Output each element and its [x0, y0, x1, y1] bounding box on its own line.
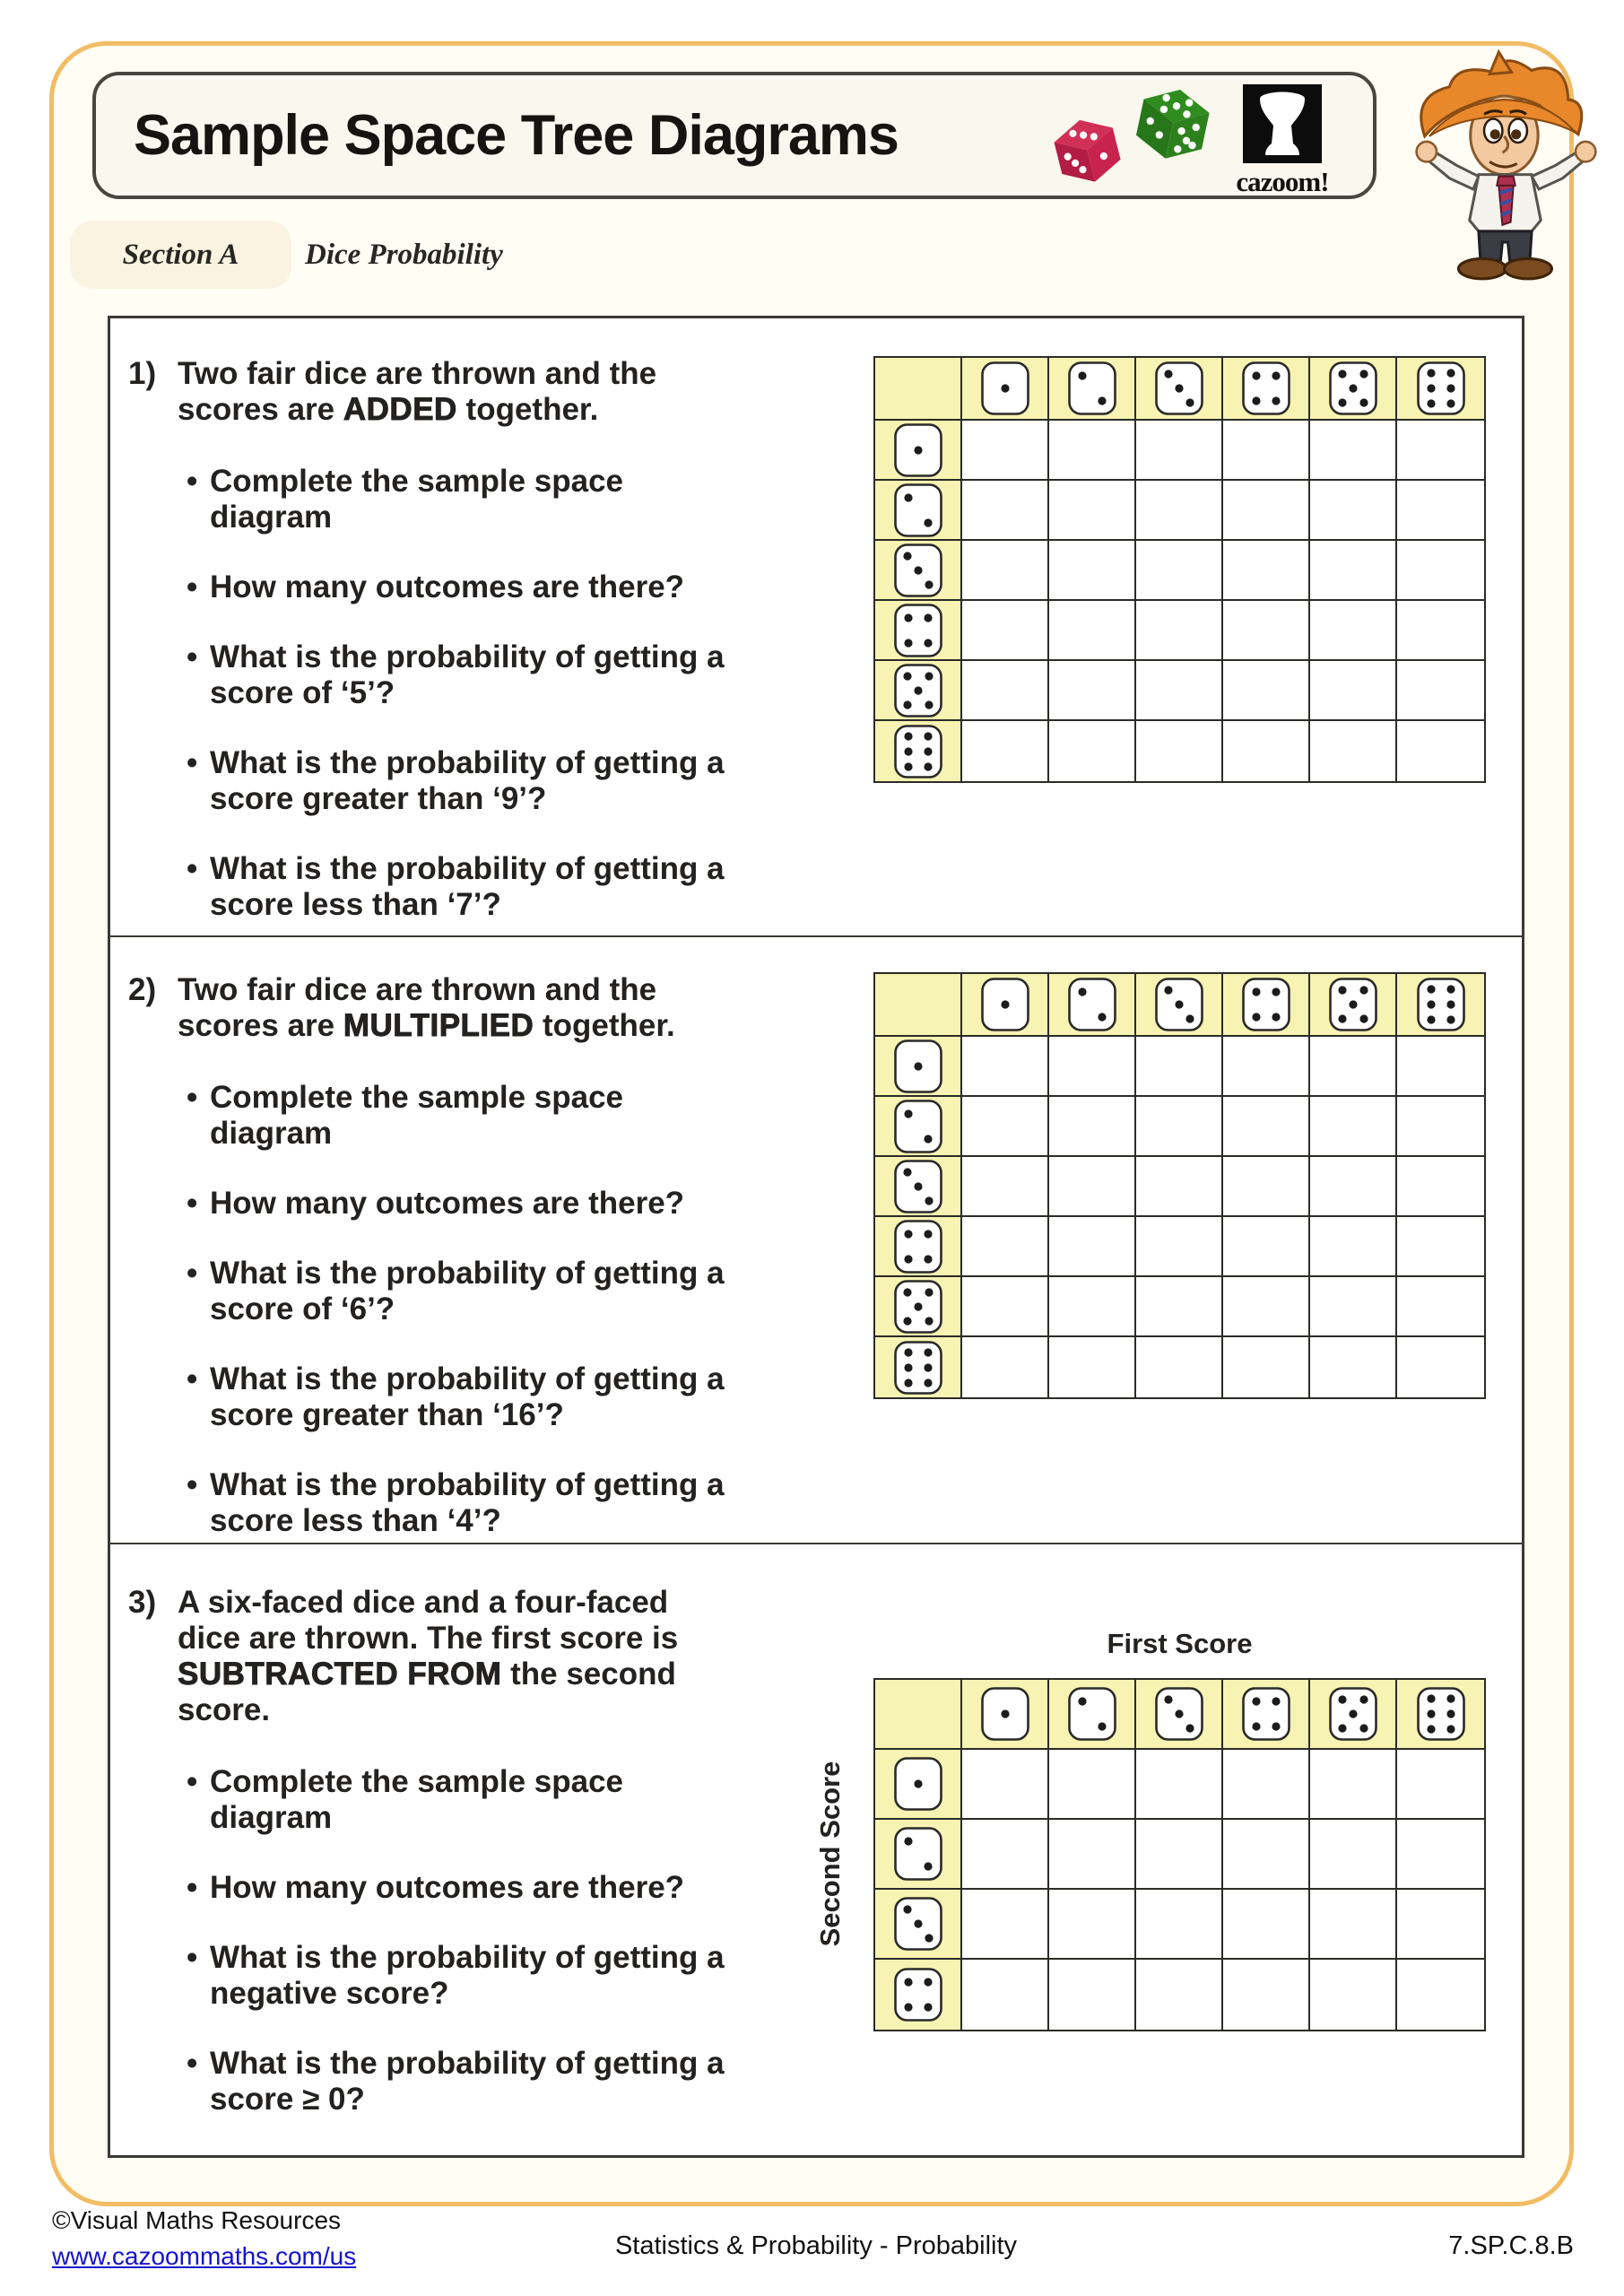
grid-answer-cell [1049, 1277, 1136, 1337]
grid-answer-cell [1049, 1097, 1136, 1157]
grid-answer-cell [1397, 1157, 1484, 1217]
die-face-1 [894, 423, 942, 477]
worksheet-title: Sample Space Tree Diagrams [134, 104, 899, 167]
grid-answer-cell [1397, 601, 1484, 661]
cazoom-url-link[interactable]: www.cazoommaths.com/us [52, 2242, 357, 2270]
grid-answer-cell [1049, 1890, 1136, 1960]
question-1 [128, 356, 727, 957]
question-number: 3) [128, 1585, 157, 1620]
grid-answer-cell [962, 1750, 1049, 1820]
die-face-2 [894, 1100, 942, 1153]
grid-answer-cell [1049, 481, 1136, 541]
question-2 [128, 972, 727, 1573]
grid-answer-cell [1397, 1820, 1484, 1890]
grid-answer-cell [962, 1097, 1049, 1157]
die-face-5 [1329, 361, 1377, 415]
grid-answer-cell [1049, 1217, 1136, 1277]
grid-header-cell-die-6 [1397, 974, 1484, 1037]
die-face-5 [894, 664, 942, 718]
mascot-character [1402, 48, 1612, 286]
grid-header-cell-die-5 [1310, 974, 1397, 1037]
grid-answer-cell [1223, 1337, 1310, 1397]
grid-answer-cell [1136, 1337, 1223, 1397]
die-face-3 [1155, 978, 1203, 1031]
question-bullet: • What is the probability of getting a score less than ‘7’? [187, 851, 725, 923]
grid-answer-cell [1397, 481, 1484, 541]
question-intro: A six-faced dice and a four-faced dice are thrown. The first score is SUBTRACTED FROM the second score. [178, 1585, 679, 1727]
grid-header-cell-die-2 [875, 1820, 962, 1890]
grid-header-cell-die-3 [1136, 1680, 1223, 1750]
grid-header-cell-die-5 [875, 661, 962, 721]
die-face-1 [981, 1687, 1029, 1741]
grid-header-cell-die-6 [875, 721, 962, 781]
grid-header-cell-die-2 [875, 1097, 962, 1157]
grid-answer-cell [1397, 1277, 1484, 1337]
grid-answer-cell [962, 1820, 1049, 1890]
grid-header-cell-die-1 [962, 974, 1049, 1037]
grid-answer-cell [962, 1277, 1049, 1337]
title-banner [92, 72, 1376, 199]
grid-corner-cell [875, 974, 962, 1037]
grid-header-cell-die-3 [1136, 358, 1223, 421]
grid-answer-cell [1310, 481, 1397, 541]
die-face-6 [894, 1341, 942, 1395]
sample-space-grid-3 [873, 1678, 1486, 2031]
grid-header-cell-die-6 [1397, 1680, 1484, 1750]
grid-header-cell-die-5 [875, 1277, 962, 1337]
grid-answer-cell [1310, 1820, 1397, 1890]
die-face-1 [981, 361, 1029, 415]
grid-answer-cell [962, 1337, 1049, 1397]
sample-space-grid-1 [873, 356, 1486, 783]
grid-answer-cell [1136, 481, 1223, 541]
grid-answer-cell [1223, 541, 1310, 601]
grid-answer-cell [1310, 1037, 1397, 1097]
question-3 [128, 1585, 727, 2152]
question-bullet: • What is the probability of getting a score less than ‘4’? [187, 1467, 725, 1539]
die-face-4 [894, 604, 942, 657]
grid-answer-cell [962, 1890, 1049, 1960]
grid-header-cell-die-1 [962, 358, 1049, 421]
grid-answer-cell [1136, 1217, 1223, 1277]
die-face-2 [1068, 1687, 1116, 1741]
die-face-3 [894, 1897, 942, 1951]
question-number: 1) [128, 356, 157, 391]
grid-answer-cell [962, 1037, 1049, 1097]
grid-header-cell-die-2 [875, 481, 962, 541]
grid-answer-cell [1136, 601, 1223, 661]
grid-header-cell-die-6 [1397, 358, 1484, 421]
grid-answer-cell [1136, 541, 1223, 601]
die-face-3 [1155, 361, 1203, 415]
grid-answer-cell [1223, 421, 1310, 481]
section-label-pill [70, 221, 291, 289]
grid-answer-cell [1136, 1097, 1223, 1157]
die-face-4 [1242, 361, 1290, 415]
die-face-6 [1417, 361, 1465, 415]
die-face-4 [1242, 978, 1290, 1031]
copyright-text: ©Visual Maths Resources [52, 2206, 342, 2234]
die-face-2 [1068, 978, 1116, 1031]
grid-answer-cell [1397, 1037, 1484, 1097]
die-face-5 [1329, 978, 1377, 1031]
question-bullet: • How many outcomes are there? [187, 1186, 725, 1222]
grid-header-cell-die-3 [1136, 974, 1223, 1037]
grid-answer-cell [1310, 1960, 1397, 2030]
grid-answer-cell [962, 721, 1049, 781]
grid-answer-cell [1136, 1890, 1223, 1960]
grid-answer-cell [1397, 1217, 1484, 1277]
grid-answer-cell [1310, 1157, 1397, 1217]
grid-answer-cell [1049, 1960, 1136, 2030]
grid-header-cell-die-4 [1223, 358, 1310, 421]
grid-answer-cell [1223, 661, 1310, 721]
die-face-6 [1417, 978, 1465, 1031]
question-bullet: • What is the probability of getting a score of ‘5’? [187, 639, 725, 711]
grid-header-cell-die-1 [875, 1750, 962, 1820]
die-face-4 [894, 1968, 942, 2022]
grid-header-cell-die-5 [1310, 358, 1397, 421]
question-bullet: • What is the probability of getting a score of ‘6’? [187, 1256, 725, 1327]
grid-answer-cell [1136, 1277, 1223, 1337]
question-bullet: • What is the probability of getting a negative score? [187, 1940, 725, 2012]
grid-answer-cell [1049, 1750, 1136, 1820]
die-face-5 [1329, 1687, 1377, 1741]
grid-answer-cell [962, 481, 1049, 541]
grid-answer-cell [1136, 1157, 1223, 1217]
grid-answer-cell [1223, 721, 1310, 781]
grid-answer-cell [1223, 1097, 1310, 1157]
grid-answer-cell [1223, 1890, 1310, 1960]
grid-answer-cell [1223, 1037, 1310, 1097]
question-bullet: • Complete the sample space diagram [187, 464, 725, 535]
grid-header-cell-die-3 [875, 1890, 962, 1960]
grid-answer-cell [1136, 661, 1223, 721]
question-bullet: • How many outcomes are there? [187, 1870, 725, 1906]
red-die-icon [1043, 108, 1133, 197]
question-intro: Two fair dice are thrown and the scores are MULTIPLIED together. [178, 972, 675, 1043]
logo-cluster [1043, 75, 1357, 203]
grid-header-cell-die-2 [1049, 358, 1136, 421]
question-bullet: • How many outcomes are there? [187, 570, 725, 605]
grid-header-cell-die-4 [1223, 1680, 1310, 1750]
grid-answer-cell [1310, 661, 1397, 721]
questions-panel [108, 316, 1524, 2158]
die-face-2 [894, 483, 942, 537]
die-face-2 [894, 1827, 942, 1881]
grid-answer-cell [1049, 1820, 1136, 1890]
grid-answer-cell [962, 661, 1049, 721]
question-intro: Two fair dice are thrown and the scores are ADDED together. [178, 356, 657, 427]
grid-answer-cell [1049, 721, 1136, 781]
grid-answer-cell [1223, 1157, 1310, 1217]
grid-answer-cell [962, 1157, 1049, 1217]
grid-answer-cell [1310, 1890, 1397, 1960]
grid-corner-cell [875, 358, 962, 421]
die-face-1 [894, 1039, 942, 1093]
die-face-2 [1068, 361, 1116, 415]
grid-answer-cell [1223, 1960, 1310, 2030]
grid-answer-cell [1310, 1750, 1397, 1820]
grid-answer-cell [962, 1217, 1049, 1277]
die-face-3 [894, 1160, 942, 1213]
die-face-6 [1417, 1687, 1465, 1741]
grid-header-cell-die-2 [1049, 1680, 1136, 1750]
grid-header-cell-die-5 [1310, 1680, 1397, 1750]
die-face-1 [894, 1757, 942, 1811]
grid-answer-cell [1223, 1820, 1310, 1890]
grid-answer-cell [1049, 1157, 1136, 1217]
grid-answer-cell [1397, 1750, 1484, 1820]
green-die-icon [1122, 77, 1222, 178]
grid-answer-cell [1310, 721, 1397, 781]
grid-answer-cell [962, 421, 1049, 481]
grid-answer-cell [1223, 601, 1310, 661]
grid-answer-cell [1136, 1960, 1223, 2030]
grid-answer-cell [962, 1960, 1049, 2030]
grid-answer-cell [1136, 721, 1223, 781]
grid-answer-cell [1049, 1337, 1136, 1397]
grid-answer-cell [1223, 1750, 1310, 1820]
die-face-3 [1155, 1687, 1203, 1741]
grid-answer-cell [962, 601, 1049, 661]
grid-answer-cell [1310, 1097, 1397, 1157]
question-bullet: • What is the probability of getting a score ≥ 0? [187, 2046, 725, 2118]
die-face-3 [894, 544, 942, 597]
grid-answer-cell [1397, 541, 1484, 601]
first-score-label: First Score [1107, 1628, 1253, 1659]
grid-answer-cell [1223, 1217, 1310, 1277]
grid-header-cell-die-6 [875, 1337, 962, 1397]
section-label: Section A [122, 239, 239, 271]
grid-header-cell-die-1 [875, 1037, 962, 1097]
grid-answer-cell [1049, 601, 1136, 661]
grid-answer-cell [1310, 1277, 1397, 1337]
grid-answer-cell [1223, 481, 1310, 541]
grid-answer-cell [1397, 721, 1484, 781]
grid-header-cell-die-2 [1049, 974, 1136, 1037]
grid-answer-cell [1223, 1277, 1310, 1337]
question-bullet: • Complete the sample space diagram [187, 1080, 725, 1152]
grid-corner-cell [875, 1680, 962, 1750]
grid-header-cell-die-4 [875, 601, 962, 661]
grid-answer-cell [1397, 1337, 1484, 1397]
grid-answer-cell [1049, 661, 1136, 721]
grid-answer-cell [1136, 1750, 1223, 1820]
grid-header-cell-die-4 [1223, 974, 1310, 1037]
grid-answer-cell [1049, 1037, 1136, 1097]
grid-answer-cell [1397, 421, 1484, 481]
grid-header-cell-die-3 [875, 541, 962, 601]
section-title: Dice Probability [305, 239, 503, 271]
cazoom-logo [1233, 84, 1332, 198]
djembe-icon [1243, 84, 1322, 163]
grid-header-cell-die-1 [962, 1680, 1049, 1750]
grid-answer-cell [1136, 421, 1223, 481]
question-bullet: • What is the probability of getting a score greater than ‘9’? [187, 745, 725, 817]
standard-code: 7.SP.C.8.B [1448, 2231, 1574, 2260]
sample-space-grid-2 [873, 972, 1486, 1399]
question-number: 2) [128, 972, 157, 1007]
grid-answer-cell [1049, 421, 1136, 481]
question-bullet: • Complete the sample space diagram [187, 1764, 725, 1836]
grid-answer-cell [1136, 1037, 1223, 1097]
grid-header-cell-die-4 [875, 1960, 962, 2030]
question-bullet: • What is the probability of getting a score greater than ‘16’? [187, 1361, 725, 1433]
grid-answer-cell [1397, 1890, 1484, 1960]
grid-answer-cell [1049, 541, 1136, 601]
die-face-5 [894, 1280, 942, 1334]
grid-header-cell-die-3 [875, 1157, 962, 1217]
die-face-4 [1242, 1687, 1290, 1741]
cazoom-brand-text: cazoom! [1236, 166, 1329, 197]
grid-answer-cell [1310, 1337, 1397, 1397]
second-score-label: Second Score [814, 1761, 846, 1947]
grid-answer-cell [1310, 1217, 1397, 1277]
die-face-4 [894, 1220, 942, 1274]
die-face-6 [894, 725, 942, 778]
grid-answer-cell [1310, 601, 1397, 661]
grid-answer-cell [1397, 1960, 1484, 2030]
grid-header-cell-die-1 [875, 421, 962, 481]
footer-topic: Statistics & Probability - Probability [614, 2231, 1018, 2260]
grid-answer-cell [1310, 541, 1397, 601]
grid-answer-cell [1310, 421, 1397, 481]
grid-answer-cell [962, 541, 1049, 601]
grid-header-cell-die-4 [875, 1217, 962, 1277]
grid-answer-cell [1397, 661, 1484, 721]
grid-answer-cell [1136, 1820, 1223, 1890]
grid-answer-cell [1397, 1097, 1484, 1157]
die-face-1 [981, 978, 1029, 1031]
